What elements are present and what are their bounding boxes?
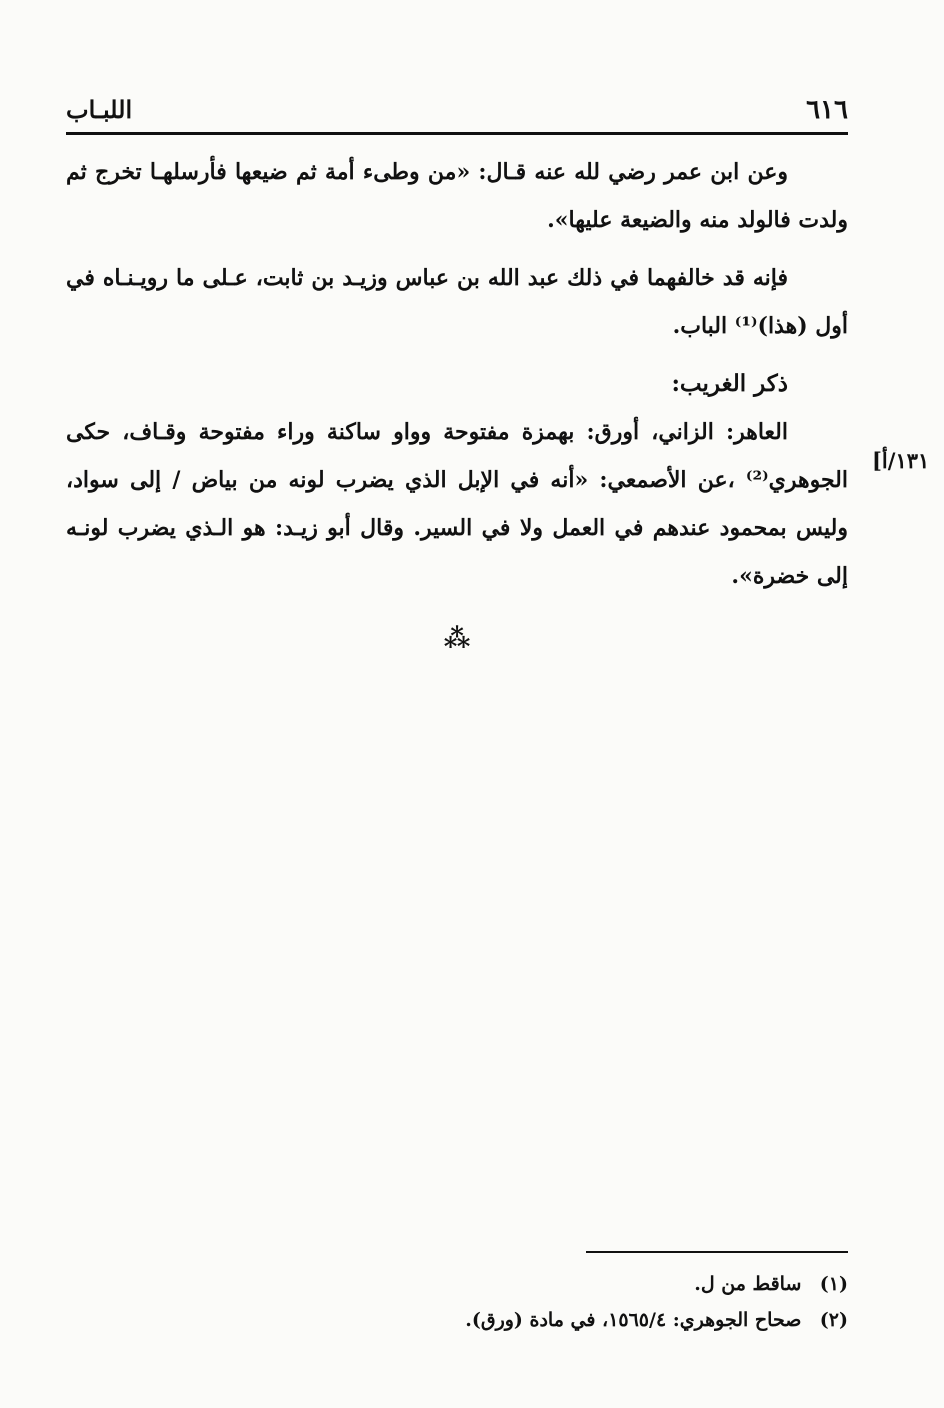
running-title: اللبـاب <box>66 95 133 124</box>
footnote-marker: (١) <box>819 1273 848 1295</box>
page-number: ٦١٦ <box>806 95 848 125</box>
paragraph-1: وعن ابن عمر رضي لله عنه قـال: «من وطىء أمة ثم ضيعها فأرسلهـا تخرج ثم ولدت فالولد منه والضيعة عليها». <box>66 159 848 233</box>
footnotes <box>300 1266 848 1338</box>
manuscript-folio-reference: ١٣١/أ] <box>872 448 930 473</box>
page-header <box>66 92 848 135</box>
paragraph-2: فإنه قد خالفهما في ذلك عبد الله بن عباس وزيـد بن ثابت، عـلى ما رويـنـاه في أول (هذا)⁽¹⁾ الباب. <box>66 265 848 339</box>
section-heading: ذكر الغريب: <box>671 370 788 397</box>
footnote-1 <box>300 1266 848 1302</box>
footnote-marker: (٢) <box>819 1309 848 1331</box>
footnote-2 <box>300 1302 848 1338</box>
footnote-text: صحاح الجوهري: ١٥٦٥/٤، في مادة (ورق). <box>465 1309 802 1331</box>
main-text <box>66 148 848 610</box>
footnote-divider <box>586 1251 848 1253</box>
footnote-text: ساقط من ل. <box>694 1273 802 1295</box>
paragraph-3: العاهر: الزاني، أورق: بهمزة مفتوحة وواو ساكنة وراء مفتوحة وقـاف، حكى الجوهري⁽²⁾ ،عن الأصمعي: «أنه في الإبل الذي يضرب لونه من بياض / إلى سواد، وليس بمحمود عندهم في العمل ولا في السير. وقال أبو زيـد: هو الـذي يضرب لونـه إلى خضرة». <box>66 419 848 589</box>
asterism-separator: ⁂ <box>443 624 471 654</box>
